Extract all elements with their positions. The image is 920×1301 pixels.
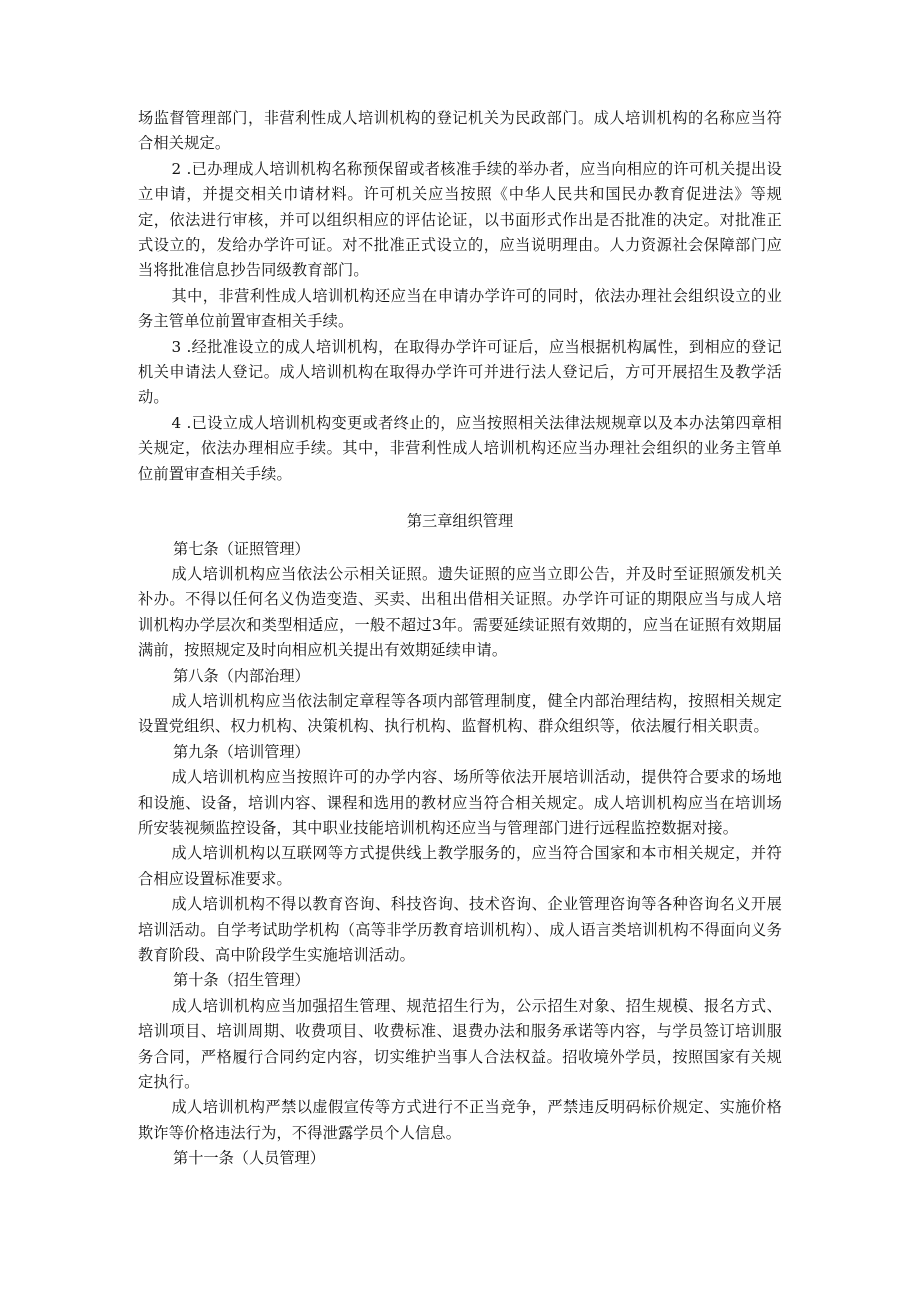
paragraph-continued: 场监督管理部门，非营利性成人培训机构的登记机关为民政部门。成人培训机构的名称应当符合相关规定。 [138,109,782,153]
article-7 [138,537,782,664]
article-title: 第十一条（人员管理） [173,1149,325,1168]
chapter-heading: 第三章组织管理 [406,512,514,531]
article-9 [138,740,782,969]
paragraph-item-4: 4 .已设立成人培训机构变更或者终止的，应当按照相关法律法规规章以及本办法第四章相关规定，依法办理相应手续。其中，非营利性成人培训机构还应当办理社会组织的业务主管单位前置审查相关手续。 [138,413,782,483]
article-paragraph: 成人培训机构以互联网等方式提供线上教学服务的，应当符合国家和本市相关规定，并符合相应设置标准要求。 [138,844,782,888]
article-title: 第八条（内部治理） [173,666,310,685]
article-paragraph: 成人培训机构应当依法制定章程等各项内部管理制度，健全内部治理结构，按照相关规定设置党组织、权力机构、决策机构、执行机构、监督机构、群众组织等，依法履行相关职责。 [138,691,782,736]
article-11 [138,1146,782,1171]
article-paragraph: 成人培训机构不得以教育咨询、科技咨询、技术咨询、企业管理咨询等各种咨询名义开展培训活动。自学考试助学机构（高等非学历教育培训机构）、成人语言类培训机构不得面向义务教育阶段、高中阶段学生实施培训活动。 [138,895,782,964]
article-title: 第七条（证照管理） [173,539,310,558]
paragraph-item-2: 2 .已办理成人培训机构名称预保留或者核准手续的举办者，应当向相应的许可机关提出设立申请，并提交相关巾请材料。许可机关应当按照《中华人民共和国民办教育促进法》等规定，依法进行审核，并可以组织相应的评估论证，以书面形式作出是否批准的决定。对批准正式设立的，发给办学许可证。对不批准正式设立的，应当说明理由。人力资源社会保障部门应当将批准信息抄告同级教育部门。 [138,159,782,280]
article-paragraph: 成人培训机构应当按照许可的办学内容、场所等依法开展培训活动，提供符合要求的场地和设施、设备，培训内容、课程和选用的教材应当符合相关规定。成人培训机构应当在培训场所安装视频监控设备，其中职业技能培训机构还应当与管理部门进行远程监控数据对接。 [138,768,782,837]
article-paragraph: 成人培训机构应当依法公示相关证照。遗失证照的应当立即公告，并及时至证照颁发机关补办。不得以任何名义伪造变造、买卖、出租出借相关证照。办学许可证的期限应当与成人培训机构办学层次和类型相适应，一般不超过3年。需要延续证照有效期的，应当在证照有效期届满前，按照规定及时向相应机关提出有效期延续申请。 [138,564,782,660]
article-paragraph: 成人培训机构严禁以虚假宣传等方式进行不正当竞争，严禁违反明码标价规定、实施价格欺诈等价格违法行为，不得泄露学员个人信息。 [138,1098,782,1142]
document-page [138,106,782,1172]
paragraph-item-2-note: 其中，非营利性成人培训机构还应当在申请办学许可的同时，依法办理社会组织设立的业务主管单位前置审查相关手续。 [138,286,782,331]
paragraph-item-3: 3 .经批准设立的成人培训机构，在取得办学许可证后，应当根据机构属性，到相应的登记机关申请法人登记。成人培训机构在取得办学许可并进行法人登记后，方可开展招生及教学活动。 [138,337,782,407]
article-title: 第九条（培训管理） [173,742,310,761]
article-10 [138,968,782,1146]
article-8 [138,664,782,740]
article-title: 第十条（招生管理） [173,971,310,990]
article-paragraph: 成人培训机构应当加强招生管理、规范招生行为，公示招生对象、招生规模、报名方式、培训项目、培训周期、收费项目、收费标准、退费办法和服务承诺等内容，与学员签订培训服务合同，严格履行合同约定内容，切实维护当事人合法权益。招收境外学员，按照国家有关规定执行。 [138,996,782,1092]
